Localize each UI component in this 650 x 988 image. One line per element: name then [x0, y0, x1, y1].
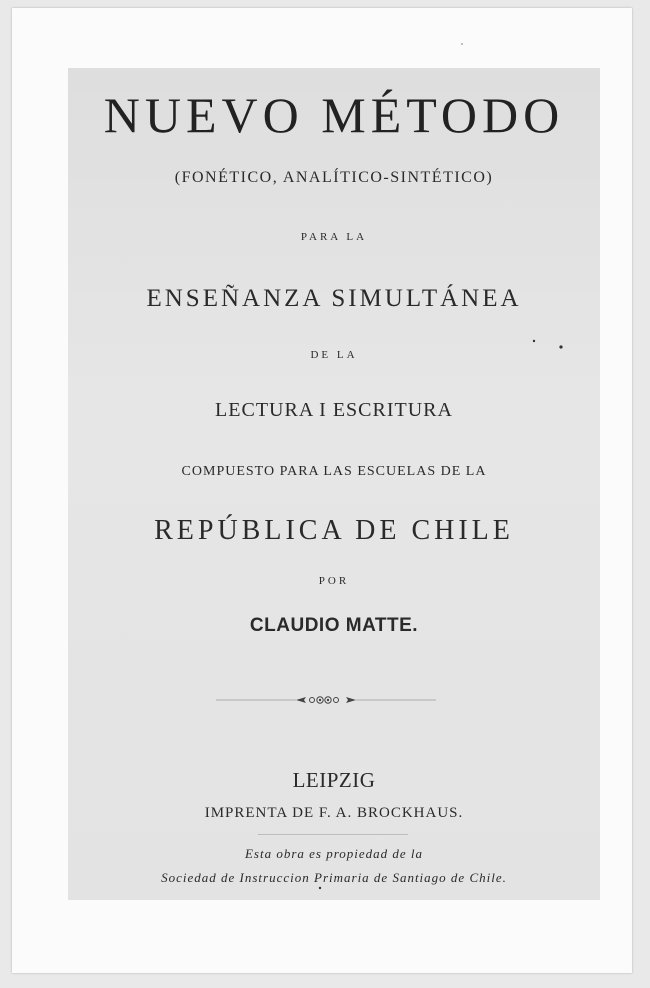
ornament-divider-icon [216, 692, 436, 708]
ownership-note-line-2: Sociedad de Instruccion Primaria de Santiago de Chile. [161, 870, 507, 885]
para-la-text: PARA LA [300, 231, 368, 243]
de-la-text: DE LA [310, 349, 358, 361]
country-heading: REPÚBLICA DE CHILE [154, 515, 514, 546]
subject-heading-2: LECTURA I ESCRITURA [215, 399, 453, 421]
city-text: LEIPZIG [292, 768, 376, 792]
title-page [68, 68, 600, 900]
photo-card [12, 8, 632, 973]
subject-heading: ENSEÑANZA SIMULTÁNEA [146, 285, 522, 312]
ownership-note-line-1: Esta obra es propiedad de la [244, 846, 424, 861]
book-subtitle: (FONÉTICO, ANALÍTICO-SINTÉTICO) [174, 169, 494, 186]
author-name: CLAUDIO MATTE. [249, 615, 419, 636]
por-text: POR [318, 575, 350, 587]
book-title: NUEVO MÉTODO [103, 87, 565, 143]
printer-text: IMPRENTA DE F. A. BROCKHAUS. [204, 805, 464, 821]
compuesto-text: COMPUESTO PARA LAS ESCUELAS DE LA [181, 464, 487, 479]
divider-rule [258, 834, 408, 835]
